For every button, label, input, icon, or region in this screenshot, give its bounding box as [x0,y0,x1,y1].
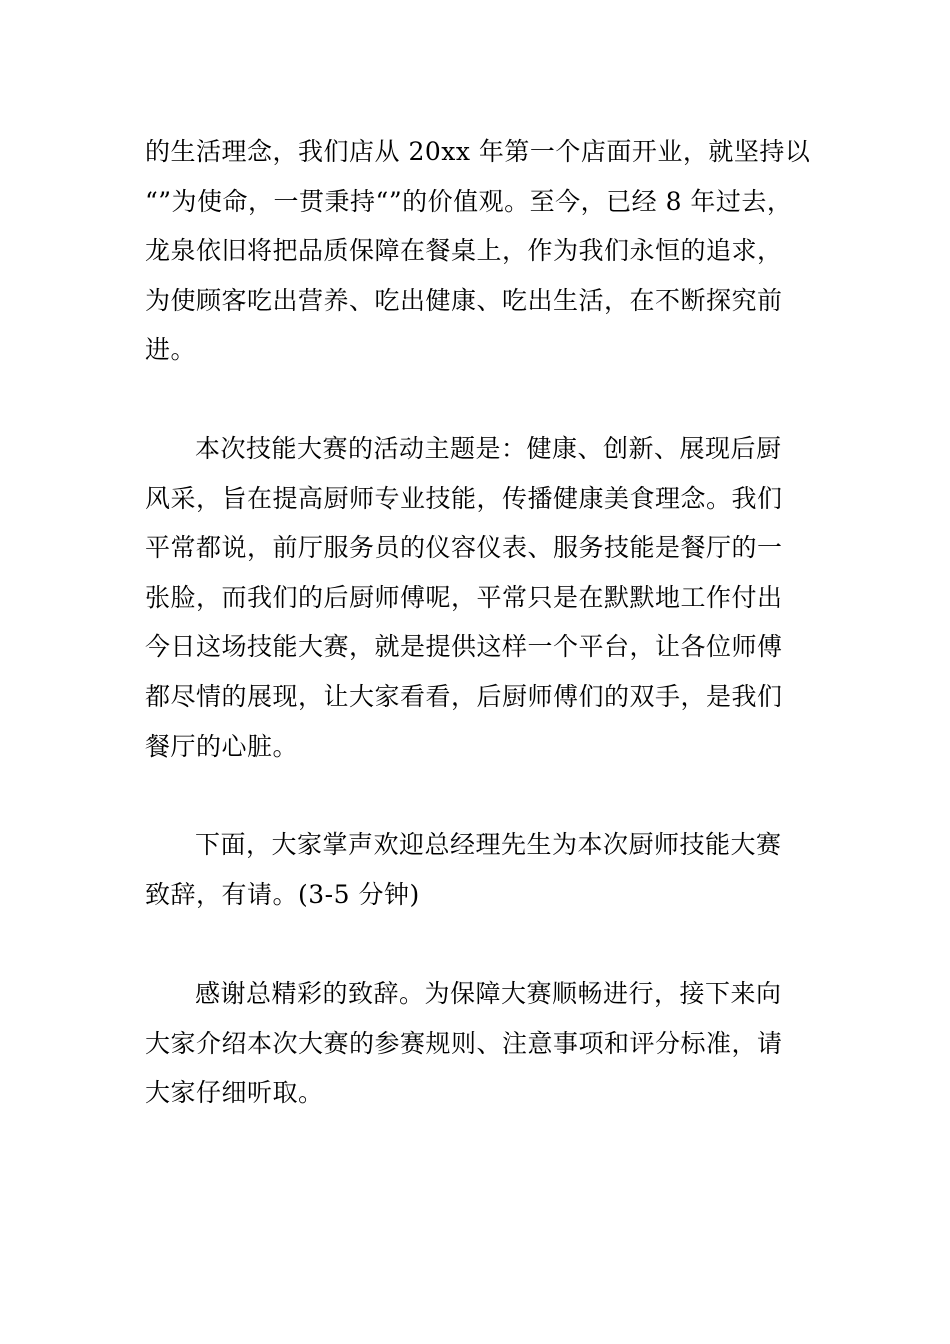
paragraph-line: 的生活理念，我们店从 20xx 年第一个店面开业，就坚持以 [145,137,811,166]
paragraph-line: 下面，大家掌声欢迎总经理先生为本次厨师技能大赛 [195,830,782,859]
paragraph-line: 都尽情的展现，让大家看看，后厨师傅们的双手，是我们 [145,681,783,711]
paragraph-1 [145,127,815,375]
paragraph-line: 大家仔细听取。 [145,1078,324,1108]
paragraph-line: 感谢总精彩的致辞。为保障大赛顺畅进行，接下来向 [195,979,782,1008]
paragraph-4 [145,969,815,1118]
paragraph-line: 本次技能大赛的活动主题是：健康、创新、展现后厨 [195,434,782,463]
paragraph-line: 风采，旨在提高厨师专业技能，传播健康美食理念。我们 [145,483,783,513]
paragraph-line: 餐厅的心脏。 [145,731,299,761]
paragraph-2 [145,424,815,771]
paragraph-line: 进。 [145,335,197,365]
paragraph-line: 为使顾客吃出营养、吃出健康、吃出生活，在不断探究前 [145,285,783,315]
paragraph-line: 致辞，有请。(3-5 分钟) [145,879,420,909]
paragraph-3 [145,820,815,919]
paragraph-line: “”为使命，一贯秉持“”的价值观。至今，已经 8 年过去， [145,186,793,216]
paragraph-line: 龙泉依旧将把品质保障在餐桌上，作为我们永恒的追求， [145,236,783,266]
paragraph-line: 大家介绍本次大赛的参赛规则、注意事项和评分标准，请 [145,1028,783,1058]
paragraph-line: 平常都说，前厅服务员的仪容仪表、服务技能是餐厅的一 [145,533,783,563]
paragraph-line: 今日这场技能大赛，就是提供这样一个平台，让各位师傅 [145,632,783,662]
paragraph-line: 张脸，而我们的后厨师傅呢，平常只是在默默地工作付出 [145,582,783,612]
